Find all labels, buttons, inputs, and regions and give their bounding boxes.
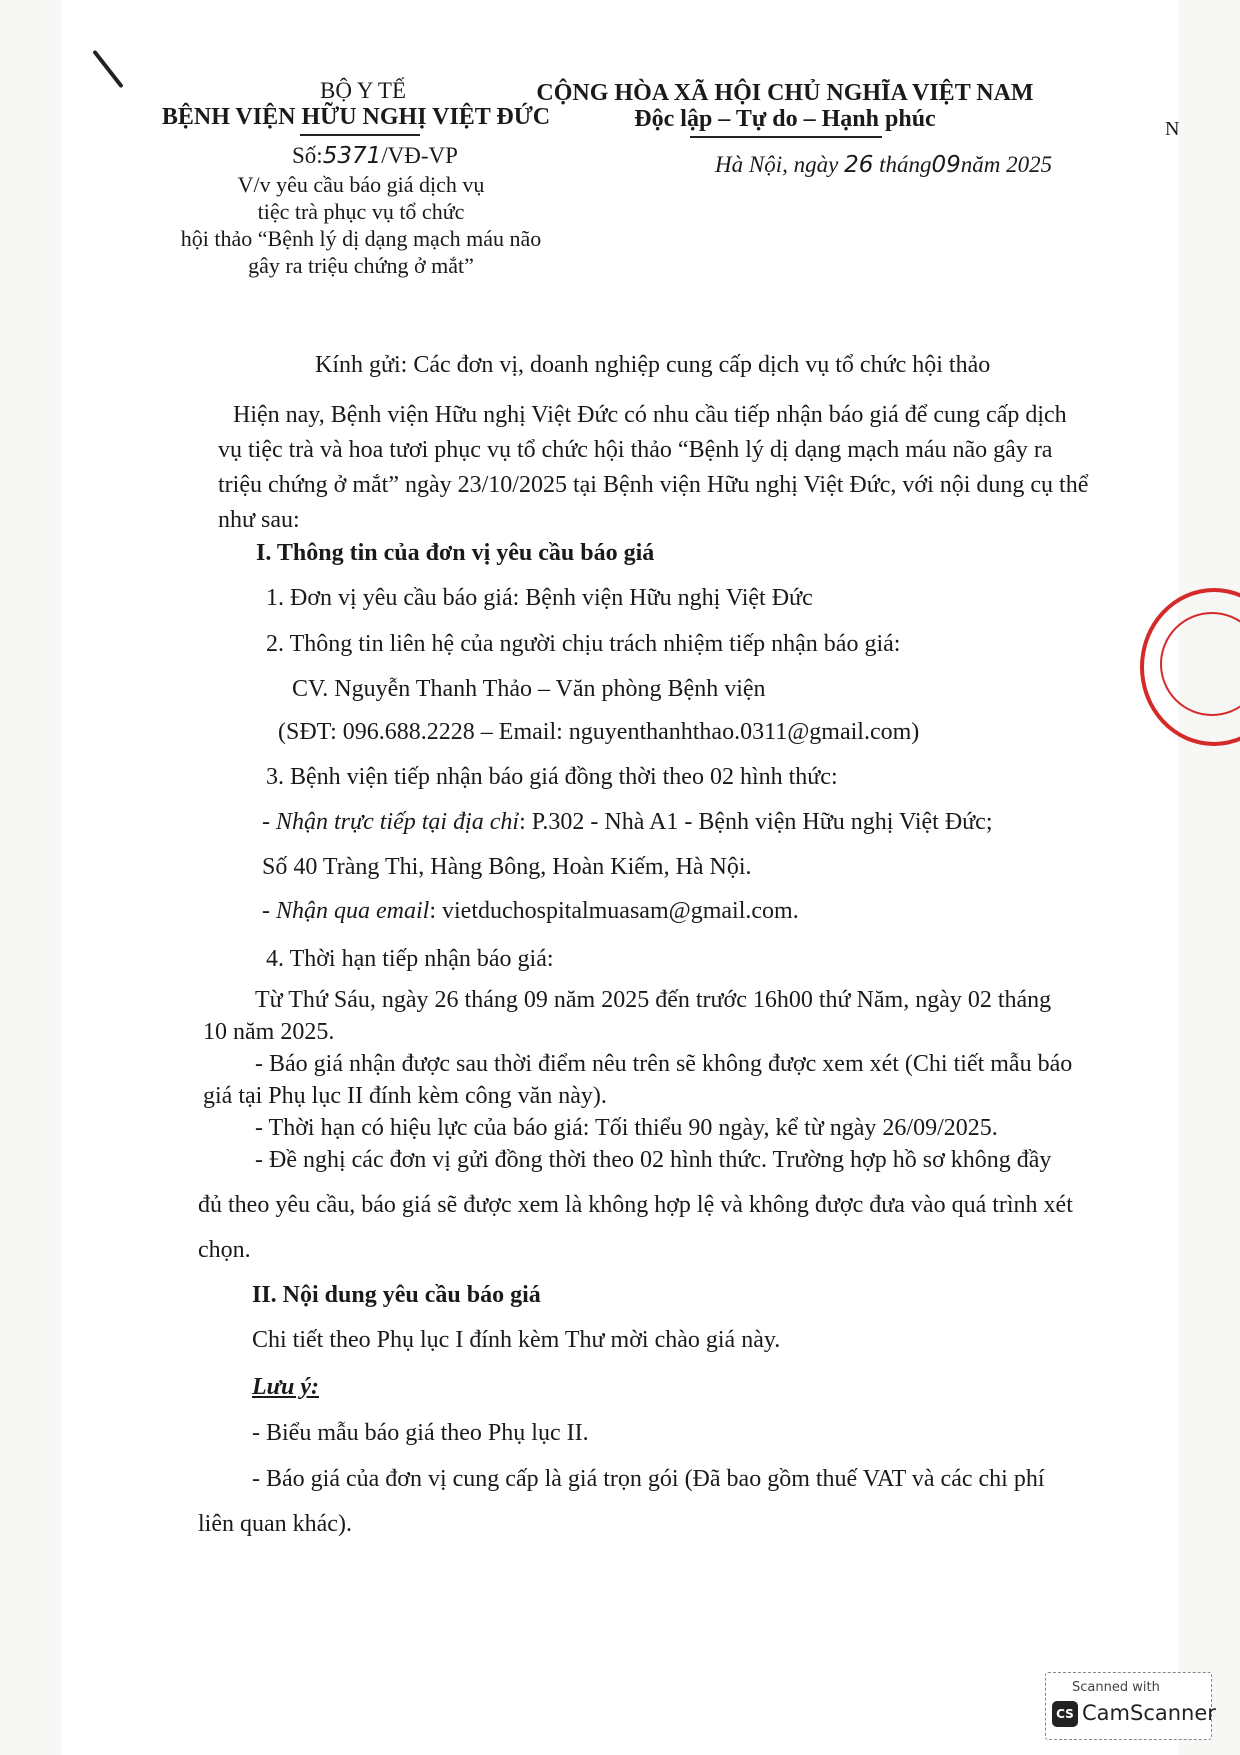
email-receipt-value: : vietduchospitalmuasam@gmail.com. <box>429 898 799 924</box>
notes-item-1: - Biểu mẫu báo giá theo Phụ lục II. <box>252 1420 589 1446</box>
intro-line-4: như sau: <box>218 507 300 533</box>
section-1-item-2: 2. Thông tin liên hệ của người chịu trách nhiệm tiếp nhận báo giá: <box>266 631 901 657</box>
date-month-label: tháng <box>879 152 932 177</box>
contact-name: CV. Nguyễn Thanh Thảo – Văn phòng Bệnh viện <box>292 676 766 702</box>
direct-receipt-value: : P.302 - Nhà A1 - Bệnh viện Hữu nghị Việt Đức; <box>519 809 993 835</box>
intro-line-2: vụ tiệc trà và hoa tươi phục vụ tổ chức hội thảo “Bệnh lý dị dạng mạch máu não gây ra <box>218 437 1053 463</box>
motto-underline <box>690 136 882 138</box>
header-left-underline <box>300 134 420 136</box>
subject-line-2: tiệc trà phục vụ tổ chức <box>257 199 465 224</box>
contact-info: (SĐT: 096.688.2228 – Email: nguyenthanhthao.0311@gmail.com) <box>278 719 920 745</box>
issue-date <box>715 152 1052 178</box>
subject-line-4: gây ra triệu chứng ở mắt” <box>248 253 474 278</box>
date-year: năm 2025 <box>960 152 1053 177</box>
motto: Độc lập – Tự do – Hạnh phúc <box>634 106 936 132</box>
country-name: CỘNG HÒA XÃ HỘI CHỦ NGHĨA VIỆT NAM <box>536 80 1034 106</box>
note-send-line-2: đủ theo yêu cầu, báo giá sẽ được xem là không hợp lệ và không được đưa vào quá trình xét <box>198 1192 1073 1218</box>
email-receipt <box>262 898 799 925</box>
camscanner-caption: Scanned with <box>1072 1680 1160 1695</box>
date-month-handwritten: 09 <box>931 152 961 178</box>
date-prefix: Hà Nội, ngày <box>715 152 839 177</box>
doc-number-handwritten: 5371 <box>322 143 382 169</box>
subject-line-1: V/v yêu cầu báo giá dịch vụ <box>237 172 485 197</box>
edge-glyph: N <box>1165 118 1180 140</box>
doc-number <box>292 143 458 169</box>
recipient: Kính gửi: Các đơn vị, doanh nghiệp cung cấp dịch vụ tổ chức hội thảo <box>315 352 991 378</box>
camscanner-name: CamScanner <box>1082 1701 1216 1725</box>
notes-title: Lưu ý: <box>252 1374 320 1400</box>
period-line-1: Từ Thứ Sáu, ngày 26 tháng 09 năm 2025 đến trước 16h00 thứ Năm, ngày 02 tháng <box>255 987 1052 1013</box>
ministry-name: BỘ Y TẾ <box>319 78 407 103</box>
notes-item-2-line-1: - Báo giá của đơn vị cung cấp là giá trọn gói (Đã bao gồm thuế VAT và các chi phí <box>252 1466 1045 1492</box>
section-1-title: I. Thông tin của đơn vị yêu cầu báo giá <box>256 540 655 566</box>
note-validity: - Thời hạn có hiệu lực của báo giá: Tối thiểu 90 ngày, kể từ ngày 26/09/2025. <box>255 1115 998 1141</box>
email-receipt-label: - Nhận qua email <box>262 898 430 924</box>
date-day-handwritten: 26 <box>844 152 874 178</box>
note-send-line-1: - Đề nghị các đơn vị gửi đồng thời theo 02 hình thức. Trường hợp hồ sơ không đầy <box>255 1147 1052 1173</box>
section-1-item-1: 1. Đơn vị yêu cầu báo giá: Bệnh viện Hữu nghị Việt Đức <box>266 585 813 611</box>
camscanner-logo-icon: CS <box>1052 1701 1078 1727</box>
doc-number-prefix: Số: <box>292 143 323 168</box>
intro-line-1: Hiện nay, Bệnh viện Hữu nghị Việt Đức có nhu cầu tiếp nhận báo giá để cung cấp dịch <box>233 402 1067 428</box>
intro-line-3: triệu chứng ở mắt” ngày 23/10/2025 tại Bệnh viện Hữu nghị Việt Đức, với nội dung cụ thể <box>218 472 1089 498</box>
notes-item-2-line-2: liên quan khác). <box>198 1511 352 1537</box>
direct-receipt <box>262 809 993 836</box>
hospital-name: BỆNH VIỆN HỮU NGHỊ VIỆT ĐỨC <box>161 104 551 130</box>
direct-receipt-label: - Nhận trực tiếp tại địa chỉ <box>262 809 520 835</box>
note-late-line-2: giá tại Phụ lục II đính kèm công văn này). <box>203 1083 607 1109</box>
doc-number-suffix: /VĐ-VP <box>381 143 458 168</box>
subject-line-3: hội thảo “Bệnh lý dị dạng mạch máu não <box>180 226 542 251</box>
direct-address: Số 40 Tràng Thi, Hàng Bông, Hoàn Kiếm, Hà Nội. <box>262 854 752 880</box>
section-2-detail: Chi tiết theo Phụ lục I đính kèm Thư mời chào giá này. <box>252 1327 781 1353</box>
period-line-2: 10 năm 2025. <box>203 1019 335 1045</box>
section-1-item-3: 3. Bệnh viện tiếp nhận báo giá đồng thời theo 02 hình thức: <box>266 764 838 790</box>
section-1-item-4: 4. Thời hạn tiếp nhận báo giá: <box>266 946 554 972</box>
section-2-title: II. Nội dung yêu cầu báo giá <box>252 1282 541 1308</box>
note-send-line-3: chọn. <box>198 1237 251 1263</box>
note-late-line-1: - Báo giá nhận được sau thời điểm nêu trên sẽ không được xem xét (Chi tiết mẫu báo <box>255 1051 1073 1077</box>
